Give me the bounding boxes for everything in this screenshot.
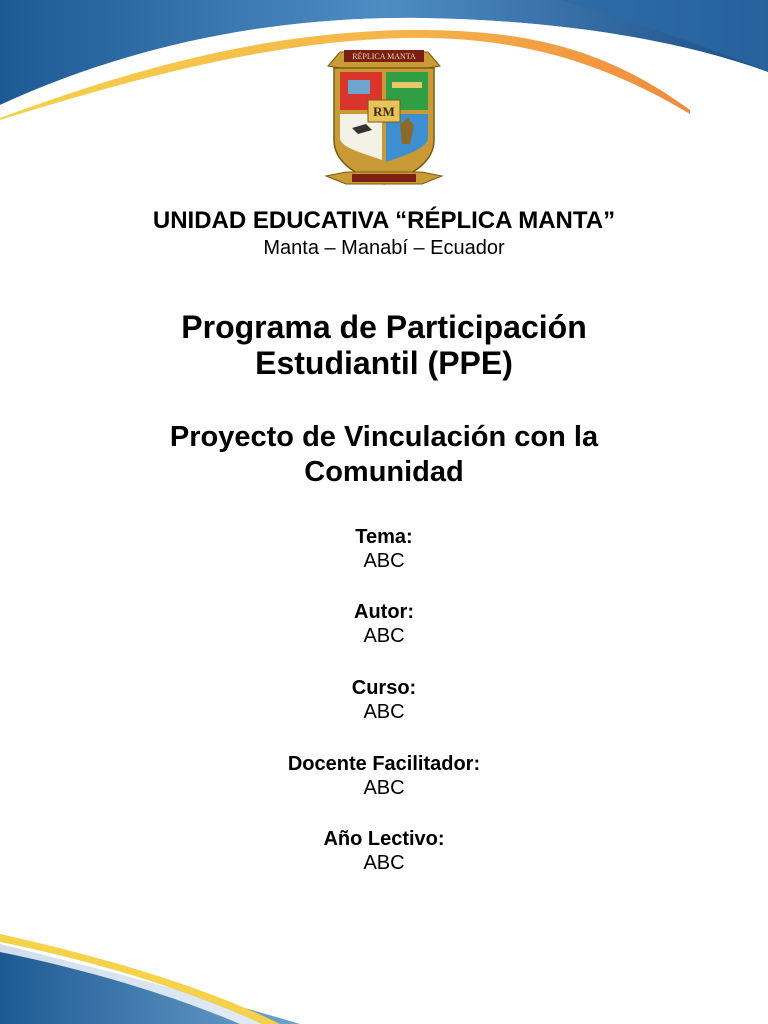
program-title-line2: Estudiantil (PPE) — [255, 345, 513, 381]
field-curso — [0, 676, 768, 724]
field-value-ano-lectivo: ABC — [363, 852, 405, 874]
field-value-curso: ABC — [363, 701, 405, 723]
field-value-docente: ABC — [363, 777, 405, 799]
school-crest-logo — [322, 44, 446, 190]
svg-text:RÉPLICA MANTA: RÉPLICA MANTA — [352, 52, 416, 61]
field-label-docente: Docente Facilitador: — [287, 753, 481, 775]
field-autor — [0, 600, 768, 648]
field-tema — [0, 525, 768, 573]
project-title — [0, 420, 768, 490]
field-value-tema: ABC — [363, 550, 405, 572]
svg-text:RM: RM — [373, 104, 395, 119]
field-docente — [0, 752, 768, 800]
field-label-autor: Autor: — [354, 601, 414, 623]
footer-wave-decoration — [0, 934, 380, 1024]
project-title-line2: Comunidad — [304, 456, 464, 488]
field-label-ano-lectivo: Año Lectivo: — [323, 828, 445, 850]
program-title-line1: Programa de Participación — [181, 309, 587, 345]
field-ano-lectivo — [0, 827, 768, 875]
field-label-curso: Curso: — [351, 677, 417, 699]
project-title-line1: Proyecto de Vinculación con la — [169, 421, 599, 453]
school-name: UNIDAD EDUCATIVA “RÉPLICA MANTA” — [152, 207, 616, 234]
school-location: Manta – Manabí – Ecuador — [263, 237, 505, 259]
program-title — [0, 309, 768, 381]
field-label-tema: Tema: — [355, 526, 413, 548]
field-value-autor: ABC — [363, 625, 405, 647]
